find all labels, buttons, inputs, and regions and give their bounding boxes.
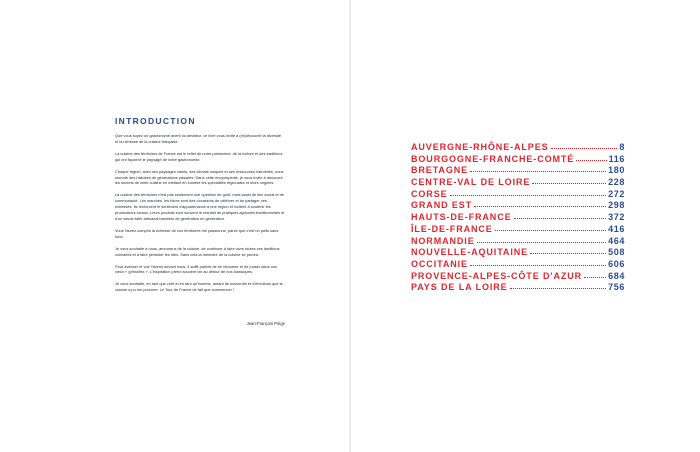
toc-entry[interactable]	[411, 271, 625, 283]
toc-entry[interactable]	[411, 177, 625, 189]
toc-leader-dots	[514, 218, 607, 219]
toc-page-number: 8	[619, 142, 625, 152]
toc-page-number: 684	[608, 270, 625, 281]
toc-region-name: BRETAGNE	[411, 165, 469, 176]
toc-entry[interactable]	[411, 200, 625, 212]
toc-page-number: 272	[608, 188, 625, 199]
author-signature: Jean-François Piège	[246, 321, 285, 326]
toc-region-name: OCCITANIE	[411, 258, 468, 269]
introduction-title: INTRODUCTION	[115, 116, 196, 126]
toc-region-name: ÎLE-DE-FRANCE	[411, 223, 493, 234]
toc-page-number: 606	[608, 258, 625, 269]
toc-page-number: 180	[608, 165, 625, 176]
toc-leader-dots	[450, 195, 607, 196]
toc-leader-dots	[470, 171, 606, 172]
toc-entry[interactable]	[411, 247, 625, 259]
toc-page-number: 508	[608, 247, 625, 258]
toc-leader-dots	[576, 160, 606, 161]
intro-paragraph: Que vous soyez un gastronome averti ou amateur, ce livre vous invite à (re)découvrir la diversité et la richesse de la cuisine française.	[115, 133, 282, 144]
toc-entry[interactable]	[411, 154, 625, 166]
toc-leader-dots	[551, 148, 618, 149]
intro-paragraph: Je vous souhaite à nous, amoureux de la cuisine, de continuer à faire vivre toutes ces traditions culinaires et à faire persister les rites. Sans cela la mémoire de la cuisine se perdra.	[115, 245, 280, 257]
toc-entry[interactable]	[411, 142, 625, 154]
toc-leader-dots	[510, 288, 607, 289]
toc-page-number: 464	[608, 235, 625, 246]
toc-entry[interactable]	[411, 212, 625, 224]
toc-entry[interactable]	[411, 165, 625, 177]
toc-leader-dots	[530, 253, 606, 254]
toc-entry[interactable]	[411, 282, 625, 294]
toc-region-name: PROVENCE-ALPES-CÔTE D'AZUR	[411, 270, 583, 281]
toc-entry[interactable]	[411, 236, 625, 248]
toc-page-number: 228	[608, 177, 625, 188]
intro-paragraph: La cuisine des territoires de France est le reflet de notre patrimoine, de la culture et des traditions qui ont façonné le paysage de notre gastronomie.	[115, 150, 283, 162]
toc-entry[interactable]	[411, 224, 625, 236]
table-of-contents	[411, 142, 625, 294]
toc-leader-dots	[495, 230, 606, 231]
toc-page-number: 416	[608, 223, 625, 234]
toc-region-name: PAYS DE LA LOIRE	[411, 282, 508, 293]
toc-page-number: 372	[608, 212, 625, 223]
left-page	[0, 0, 349, 452]
toc-entry[interactable]	[411, 259, 625, 271]
toc-leader-dots	[584, 277, 606, 278]
toc-entry[interactable]	[411, 189, 625, 201]
toc-region-name: HAUTS-DE-FRANCE	[411, 212, 512, 223]
intro-paragraph: La cuisine des territoires n'est pas seulement une question de goût, mais aussi de lien social et de communauté. Les marchés, les foires sont des occasions de célébrer et de partager ces richesses. Ils renforcent le sentiment d'appartenance à une région et incitent à soutenir les producteurs locaux. Leurs produits sont souvent le résultat de pratiques agricoles traditionnelles et d'un savoir-faire artisanal transmis de génération en génération.	[115, 192, 285, 221]
toc-region-name: BOURGOGNE-FRANCHE-COMTÉ	[411, 153, 575, 164]
toc-page-number: 116	[608, 153, 625, 164]
toc-region-name: CENTRE-VAL DE LOIRE	[411, 177, 531, 188]
intro-paragraph: Pour avancer et voir l'avenir devant nous, il suffit parfois de se retourner et de puiser dans nos vieux « grimoires ». L'inspiration prend souvent vie au détour de nos classiques.	[115, 263, 278, 275]
toc-page-number: 298	[608, 200, 625, 211]
toc-region-name: CORSE	[411, 188, 448, 199]
toc-leader-dots	[470, 265, 606, 266]
introduction-section	[115, 116, 285, 299]
toc-leader-dots	[474, 206, 606, 207]
toc-page-number: 756	[608, 282, 625, 293]
toc-leader-dots	[532, 183, 606, 184]
toc-region-name: NORMANDIE	[411, 235, 475, 246]
intro-paragraph: Je vous souhaite, en tant que chef et en tant qu'homme, autant de souvenirs et d'émotions que la cuisine a pu me procurer. Le Tour de France ne fait que commencer !	[115, 281, 283, 293]
toc-region-name: AUVERGNE-RHÔNE-ALPES	[411, 142, 549, 152]
intro-paragraph: Vous l'aurez compris la richesse de nos territoires me passionne, parce que c'est un puits sans fond.	[115, 227, 279, 239]
toc-region-name: GRAND EST	[411, 200, 473, 211]
intro-paragraph: Chaque région, avec ses paysages variés, ses climats uniques et ses ressources naturelles, nous raconte des histoires de générations passées. Dans cette encyclopédie, je vous invite à découvrir les secrets de cette cuisine en mettant en lumière les spécialités régionales et leurs origines.	[115, 168, 284, 186]
toc-region-name: NOUVELLE-AQUITAINE	[411, 247, 529, 258]
toc-leader-dots	[477, 242, 607, 243]
